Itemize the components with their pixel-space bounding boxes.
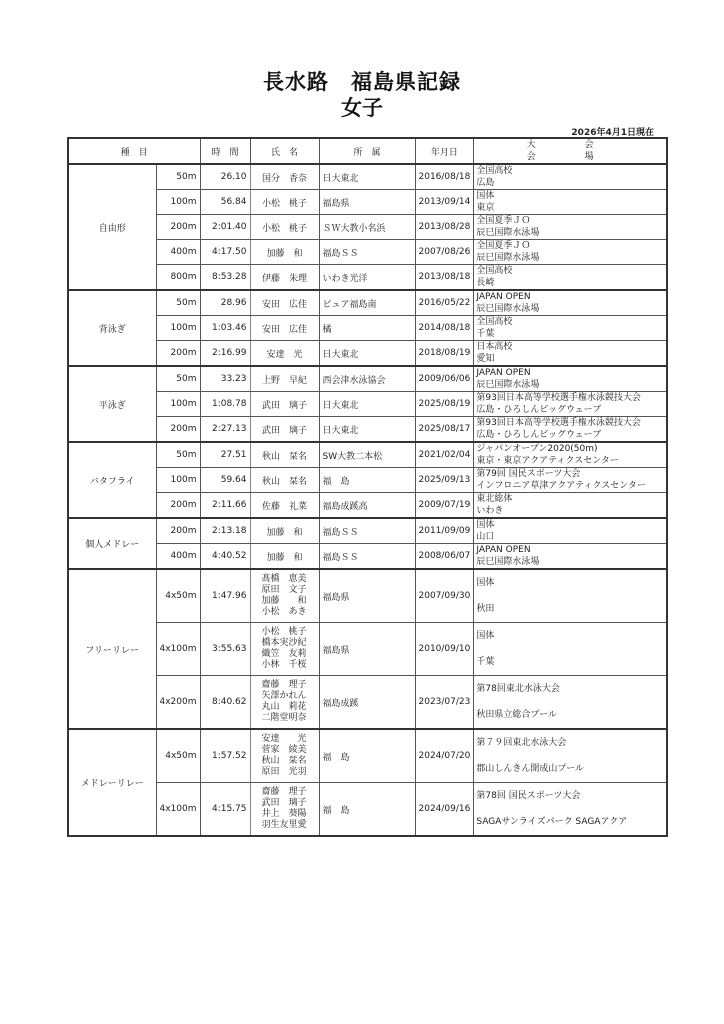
name-cell: 安達 光 (250, 341, 319, 367)
distance-cell: 800m (156, 265, 200, 291)
meet-venue-cell (474, 341, 667, 367)
swimmer-name: 髙橋 恵美 (261, 574, 307, 584)
name-cell: 加藤 和 (250, 240, 319, 265)
meet-name: JAPAN OPEN (476, 292, 531, 302)
date-cell: 2010/09/10 (415, 623, 474, 676)
meet-venue-cell (474, 783, 667, 837)
table-row (68, 366, 667, 392)
meet-venue-cell (474, 468, 667, 493)
meet-name: 第93回日本高等学校選手権水泳競技大会 (476, 393, 641, 403)
meet-venue-cell (474, 164, 667, 190)
distance-cell: 400m (156, 544, 200, 570)
distance-cell: 200m (156, 341, 200, 367)
stroke-cell: フリーリレー (68, 569, 156, 729)
affiliation-cell: 日大東北 (319, 341, 415, 367)
distance-cell: 50m (156, 442, 200, 468)
name-cell: 武田 璃子 (250, 417, 319, 443)
distance-cell: 4x100m (156, 623, 200, 676)
distance-cell: 4x50m (156, 729, 200, 783)
meet-name: 第７９回東北水泳大会 (476, 738, 567, 748)
time-cell: 56.84 (200, 190, 250, 215)
meet-venue-cell (474, 623, 667, 676)
distance-cell: 4x200m (156, 676, 200, 730)
affiliation-cell: 福島ＳＳ (319, 240, 415, 265)
name-cell: 上野 早紀 (250, 366, 319, 392)
header-affiliation: 所 属 (319, 138, 415, 164)
stroke-cell: 自由形 (68, 164, 156, 290)
meet-venue-cell (474, 240, 667, 265)
swimmer-name: 齋藤 理子 (261, 787, 307, 797)
affiliation-cell: 福島ＳＳ (319, 518, 415, 544)
meet-name: 第79回 国民スポーツ大会 (476, 469, 581, 479)
venue-name: 辰巳国際水泳場 (476, 253, 540, 263)
meet-venue-cell (474, 729, 667, 783)
swimmer-name: 原田 文子 (261, 585, 307, 595)
distance-cell: 200m (156, 417, 200, 443)
venue-name: 長崎 (476, 278, 495, 288)
header-time: 時 間 (200, 138, 250, 164)
header-venue: 会 場 (526, 152, 614, 162)
venue-name: 千葉 (476, 657, 495, 667)
swimmer-name: 矢澤かれん (261, 691, 307, 701)
distance-cell: 50m (156, 290, 200, 316)
table-row (68, 676, 667, 730)
date-cell: 2008/06/07 (415, 544, 474, 570)
name-cell: 秋山 栞名 (250, 468, 319, 493)
time-cell: 1:57.52 (200, 729, 250, 783)
swimmer-name: 橋本実沙紀 (261, 638, 307, 648)
venue-name: 愛知 (476, 354, 495, 364)
date-cell: 2016/05/22 (415, 290, 474, 316)
name-cell: 安田 広佳 (250, 290, 319, 316)
meet-name: ジャパンオープン2020(50m) (476, 444, 598, 454)
venue-name: 辰巳国際水泳場 (476, 228, 540, 238)
affiliation-cell: 日大東北 (319, 417, 415, 443)
date-cell: 2014/08/18 (415, 316, 474, 341)
distance-cell: 4x100m (156, 783, 200, 837)
swimmer-name: 織笠 友莉 (261, 649, 307, 659)
time-cell: 2:16.99 (200, 341, 250, 367)
page-subtitle: 女子 (341, 96, 383, 120)
name-cell: 秋山 栞名 (250, 442, 319, 468)
date-cell: 2021/02/04 (415, 442, 474, 468)
swimmer-name: 秋山 栞名 (261, 756, 307, 766)
venue-name: 秋田県立総合プール (476, 710, 557, 720)
distance-cell: 50m (156, 164, 200, 190)
page-title: 長水路 福島県記録 (263, 70, 461, 94)
distance-cell: 200m (156, 518, 200, 544)
distance-cell: 100m (156, 392, 200, 417)
venue-name: SAGAサンライズパーク SAGAアクア (476, 817, 628, 827)
table-row (68, 190, 667, 215)
swimmer-name: 安達 光 (261, 734, 307, 744)
table-row (68, 518, 667, 544)
time-cell: 4:40.52 (200, 544, 250, 570)
meet-name: 全国夏季ＪＯ (476, 241, 531, 251)
meet-venue-cell (474, 544, 667, 570)
venue-name: 郡山しんきん開成山プール (476, 764, 584, 774)
venue-name: 辰巳国際水泳場 (476, 304, 540, 314)
relay-names-cell (250, 729, 319, 783)
stroke-cell: 平泳ぎ (68, 366, 156, 442)
header-meet: 大 会 (526, 140, 614, 150)
date-cell: 2025/09/13 (415, 468, 474, 493)
distance-cell: 100m (156, 468, 200, 493)
venue-name: 広島・ひろしんビッグウェーブ (476, 405, 602, 415)
meet-name: 東北総体 (476, 494, 513, 504)
name-cell: 伊藤 朱理 (250, 265, 319, 291)
meet-venue-cell (474, 215, 667, 240)
relay-names-cell (250, 676, 319, 730)
venue-name: 秋田 (476, 604, 495, 614)
date-cell: 2025/08/17 (415, 417, 474, 443)
venue-name: 千葉 (476, 329, 495, 339)
affiliation-cell: 橘 (319, 316, 415, 341)
time-cell: 2:01.40 (200, 215, 250, 240)
stroke-cell: 個人メドレー (68, 518, 156, 569)
meet-name: 全国高校 (476, 166, 513, 176)
meet-name: 第78回 国民スポーツ大会 (476, 791, 581, 801)
meet-venue-cell (474, 392, 667, 417)
affiliation-cell: ピュア福島南 (319, 290, 415, 316)
meet-name: 第93回日本高等学校選手権水泳競技大会 (476, 418, 641, 428)
date-cell: 2007/09/30 (415, 569, 474, 623)
meet-venue-cell (474, 366, 667, 392)
stroke-cell: バタフライ (68, 442, 156, 518)
date-cell: 2018/08/19 (415, 341, 474, 367)
venue-name: 辰巳国際水泳場 (476, 380, 540, 390)
time-cell: 28.96 (200, 290, 250, 316)
name-cell: 小松 桃子 (250, 190, 319, 215)
affiliation-cell: 福島県 (319, 569, 415, 623)
swimmer-name: 小松 桃子 (261, 627, 307, 637)
affiliation-cell: 福島県 (319, 623, 415, 676)
header-event: 種 目 (68, 138, 200, 164)
venue-name: 山口 (476, 532, 495, 542)
name-cell: 加藤 和 (250, 544, 319, 570)
date-cell: 2024/07/20 (415, 729, 474, 783)
venue-name: 広島・ひろしんビッグウェーブ (476, 430, 602, 440)
swimmer-name: 井上 葵陽 (261, 809, 307, 819)
time-cell: 27.51 (200, 442, 250, 468)
meet-name: 第78回東北水泳大会 (476, 684, 560, 694)
time-cell: 3:55.63 (200, 623, 250, 676)
meet-name: 全国夏季ＪＯ (476, 216, 531, 226)
affiliation-cell: 福島ＳＳ (319, 544, 415, 570)
relay-names-cell (250, 569, 319, 623)
time-cell: 8:53.28 (200, 265, 250, 291)
swimmer-name: 武田 璃子 (261, 798, 307, 808)
meet-venue-cell (474, 518, 667, 544)
venue-name: 広島 (476, 178, 495, 188)
date-cell: 2016/08/18 (415, 164, 474, 190)
distance-cell: 100m (156, 190, 200, 215)
affiliation-cell: 福島県 (319, 190, 415, 215)
header-date: 年月日 (415, 138, 474, 164)
affiliation-cell: 福 島 (319, 468, 415, 493)
as-of-date: 2026年4月1日現在 (571, 128, 654, 138)
date-cell: 2011/09/09 (415, 518, 474, 544)
meet-venue-cell (474, 442, 667, 468)
table-row (68, 569, 667, 623)
meet-venue-cell (474, 316, 667, 341)
time-cell: 26.10 (200, 164, 250, 190)
name-cell: 武田 璃子 (250, 392, 319, 417)
relay-names-cell (250, 623, 319, 676)
table-row (68, 265, 667, 291)
name-cell: 小松 桃子 (250, 215, 319, 240)
name-cell: 安田 広佳 (250, 316, 319, 341)
distance-cell: 50m (156, 366, 200, 392)
table-row (68, 468, 667, 493)
time-cell: 2:13.18 (200, 518, 250, 544)
swimmer-name: 羽生友里愛 (261, 820, 307, 830)
venue-name: 辰巳国際水泳場 (476, 557, 540, 567)
date-cell: 2007/08/26 (415, 240, 474, 265)
table-row (68, 215, 667, 240)
affiliation-cell: 福島成蹊高 (319, 493, 415, 519)
time-cell: 1:47.96 (200, 569, 250, 623)
swimmer-name: 二階堂明奈 (261, 713, 307, 723)
affiliation-cell: 日大東北 (319, 392, 415, 417)
header-meet-venue (474, 138, 667, 164)
header-name: 氏 名 (250, 138, 319, 164)
affiliation-cell: ＳＷ大教小名浜 (319, 215, 415, 240)
time-cell: 33.23 (200, 366, 250, 392)
swimmer-name: 原田 光羽 (261, 767, 307, 777)
table-row (68, 164, 667, 190)
date-cell: 2023/07/23 (415, 676, 474, 730)
distance-cell: 400m (156, 240, 200, 265)
meet-venue-cell (474, 290, 667, 316)
table-row (68, 417, 667, 443)
header-row (68, 138, 667, 164)
venue-name: 東京・東京アクアティクスセンター (476, 456, 619, 466)
table-row (68, 442, 667, 468)
meet-name: 国体 (476, 631, 495, 641)
meet-venue-cell (474, 569, 667, 623)
name-cell: 加藤 和 (250, 518, 319, 544)
date-cell: 2009/07/19 (415, 493, 474, 519)
venue-name: 東京 (476, 203, 495, 213)
records-table (67, 137, 668, 837)
time-cell: 1:08.78 (200, 392, 250, 417)
table-row (68, 493, 667, 519)
date-cell: 2013/08/18 (415, 265, 474, 291)
table-row (68, 240, 667, 265)
affiliation-cell: 西会津水泳協会 (319, 366, 415, 392)
date-cell: 2009/06/06 (415, 366, 474, 392)
meet-name: 国体 (476, 578, 495, 588)
time-cell: 2:11.66 (200, 493, 250, 519)
swimmer-name: 丸山 莉花 (261, 702, 307, 712)
meet-name: JAPAN OPEN (476, 368, 531, 378)
affiliation-cell: 福 島 (319, 729, 415, 783)
time-cell: 1:03.46 (200, 316, 250, 341)
meet-name: 全国高校 (476, 266, 513, 276)
relay-names-cell (250, 783, 319, 837)
table-row (68, 783, 667, 837)
time-cell: 2:27.13 (200, 417, 250, 443)
affiliation-cell: 福 島 (319, 783, 415, 837)
table-row (68, 392, 667, 417)
time-cell: 4:17.50 (200, 240, 250, 265)
name-cell: 佐藤 礼菜 (250, 493, 319, 519)
time-cell: 8:40.62 (200, 676, 250, 730)
date-cell: 2024/09/16 (415, 783, 474, 837)
meet-venue-cell (474, 190, 667, 215)
swimmer-name: 加藤 和 (261, 596, 307, 606)
name-cell: 国分 香奈 (250, 164, 319, 190)
stroke-cell: メドレーリレー (68, 729, 156, 836)
meet-name: 全国高校 (476, 317, 513, 327)
swimmer-name: 菅家 綾美 (261, 745, 307, 755)
distance-cell: 200m (156, 493, 200, 519)
affiliation-cell: 福島成蹊 (319, 676, 415, 730)
stroke-cell: 背泳ぎ (68, 290, 156, 366)
meet-venue-cell (474, 493, 667, 519)
date-cell: 2013/08/28 (415, 215, 474, 240)
date-cell: 2025/08/19 (415, 392, 474, 417)
table-row (68, 341, 667, 367)
venue-name: インフロニア草津アクアティクスセンター (476, 481, 646, 491)
table-row (68, 544, 667, 570)
affiliation-cell: SW大教二本松 (319, 442, 415, 468)
distance-cell: 4x50m (156, 569, 200, 623)
distance-cell: 200m (156, 215, 200, 240)
table-row (68, 729, 667, 783)
meet-venue-cell (474, 265, 667, 291)
table-row (68, 623, 667, 676)
meet-venue-cell (474, 676, 667, 730)
affiliation-cell: 日大東北 (319, 164, 415, 190)
meet-name: 日本高校 (476, 342, 513, 352)
table-row (68, 316, 667, 341)
time-cell: 4:15.75 (200, 783, 250, 837)
date-cell: 2013/09/14 (415, 190, 474, 215)
meet-name: JAPAN OPEN (476, 545, 531, 555)
time-cell: 59.64 (200, 468, 250, 493)
affiliation-cell: いわき光洋 (319, 265, 415, 291)
distance-cell: 100m (156, 316, 200, 341)
swimmer-name: 齋藤 理子 (261, 680, 307, 690)
table-row (68, 290, 667, 316)
swimmer-name: 小松 あき (261, 607, 307, 617)
venue-name: いわき (476, 506, 504, 516)
meet-name: 国体 (476, 520, 495, 530)
meet-venue-cell (474, 417, 667, 443)
swimmer-name: 小林 千桜 (261, 660, 307, 670)
meet-name: 国体 (476, 191, 495, 201)
